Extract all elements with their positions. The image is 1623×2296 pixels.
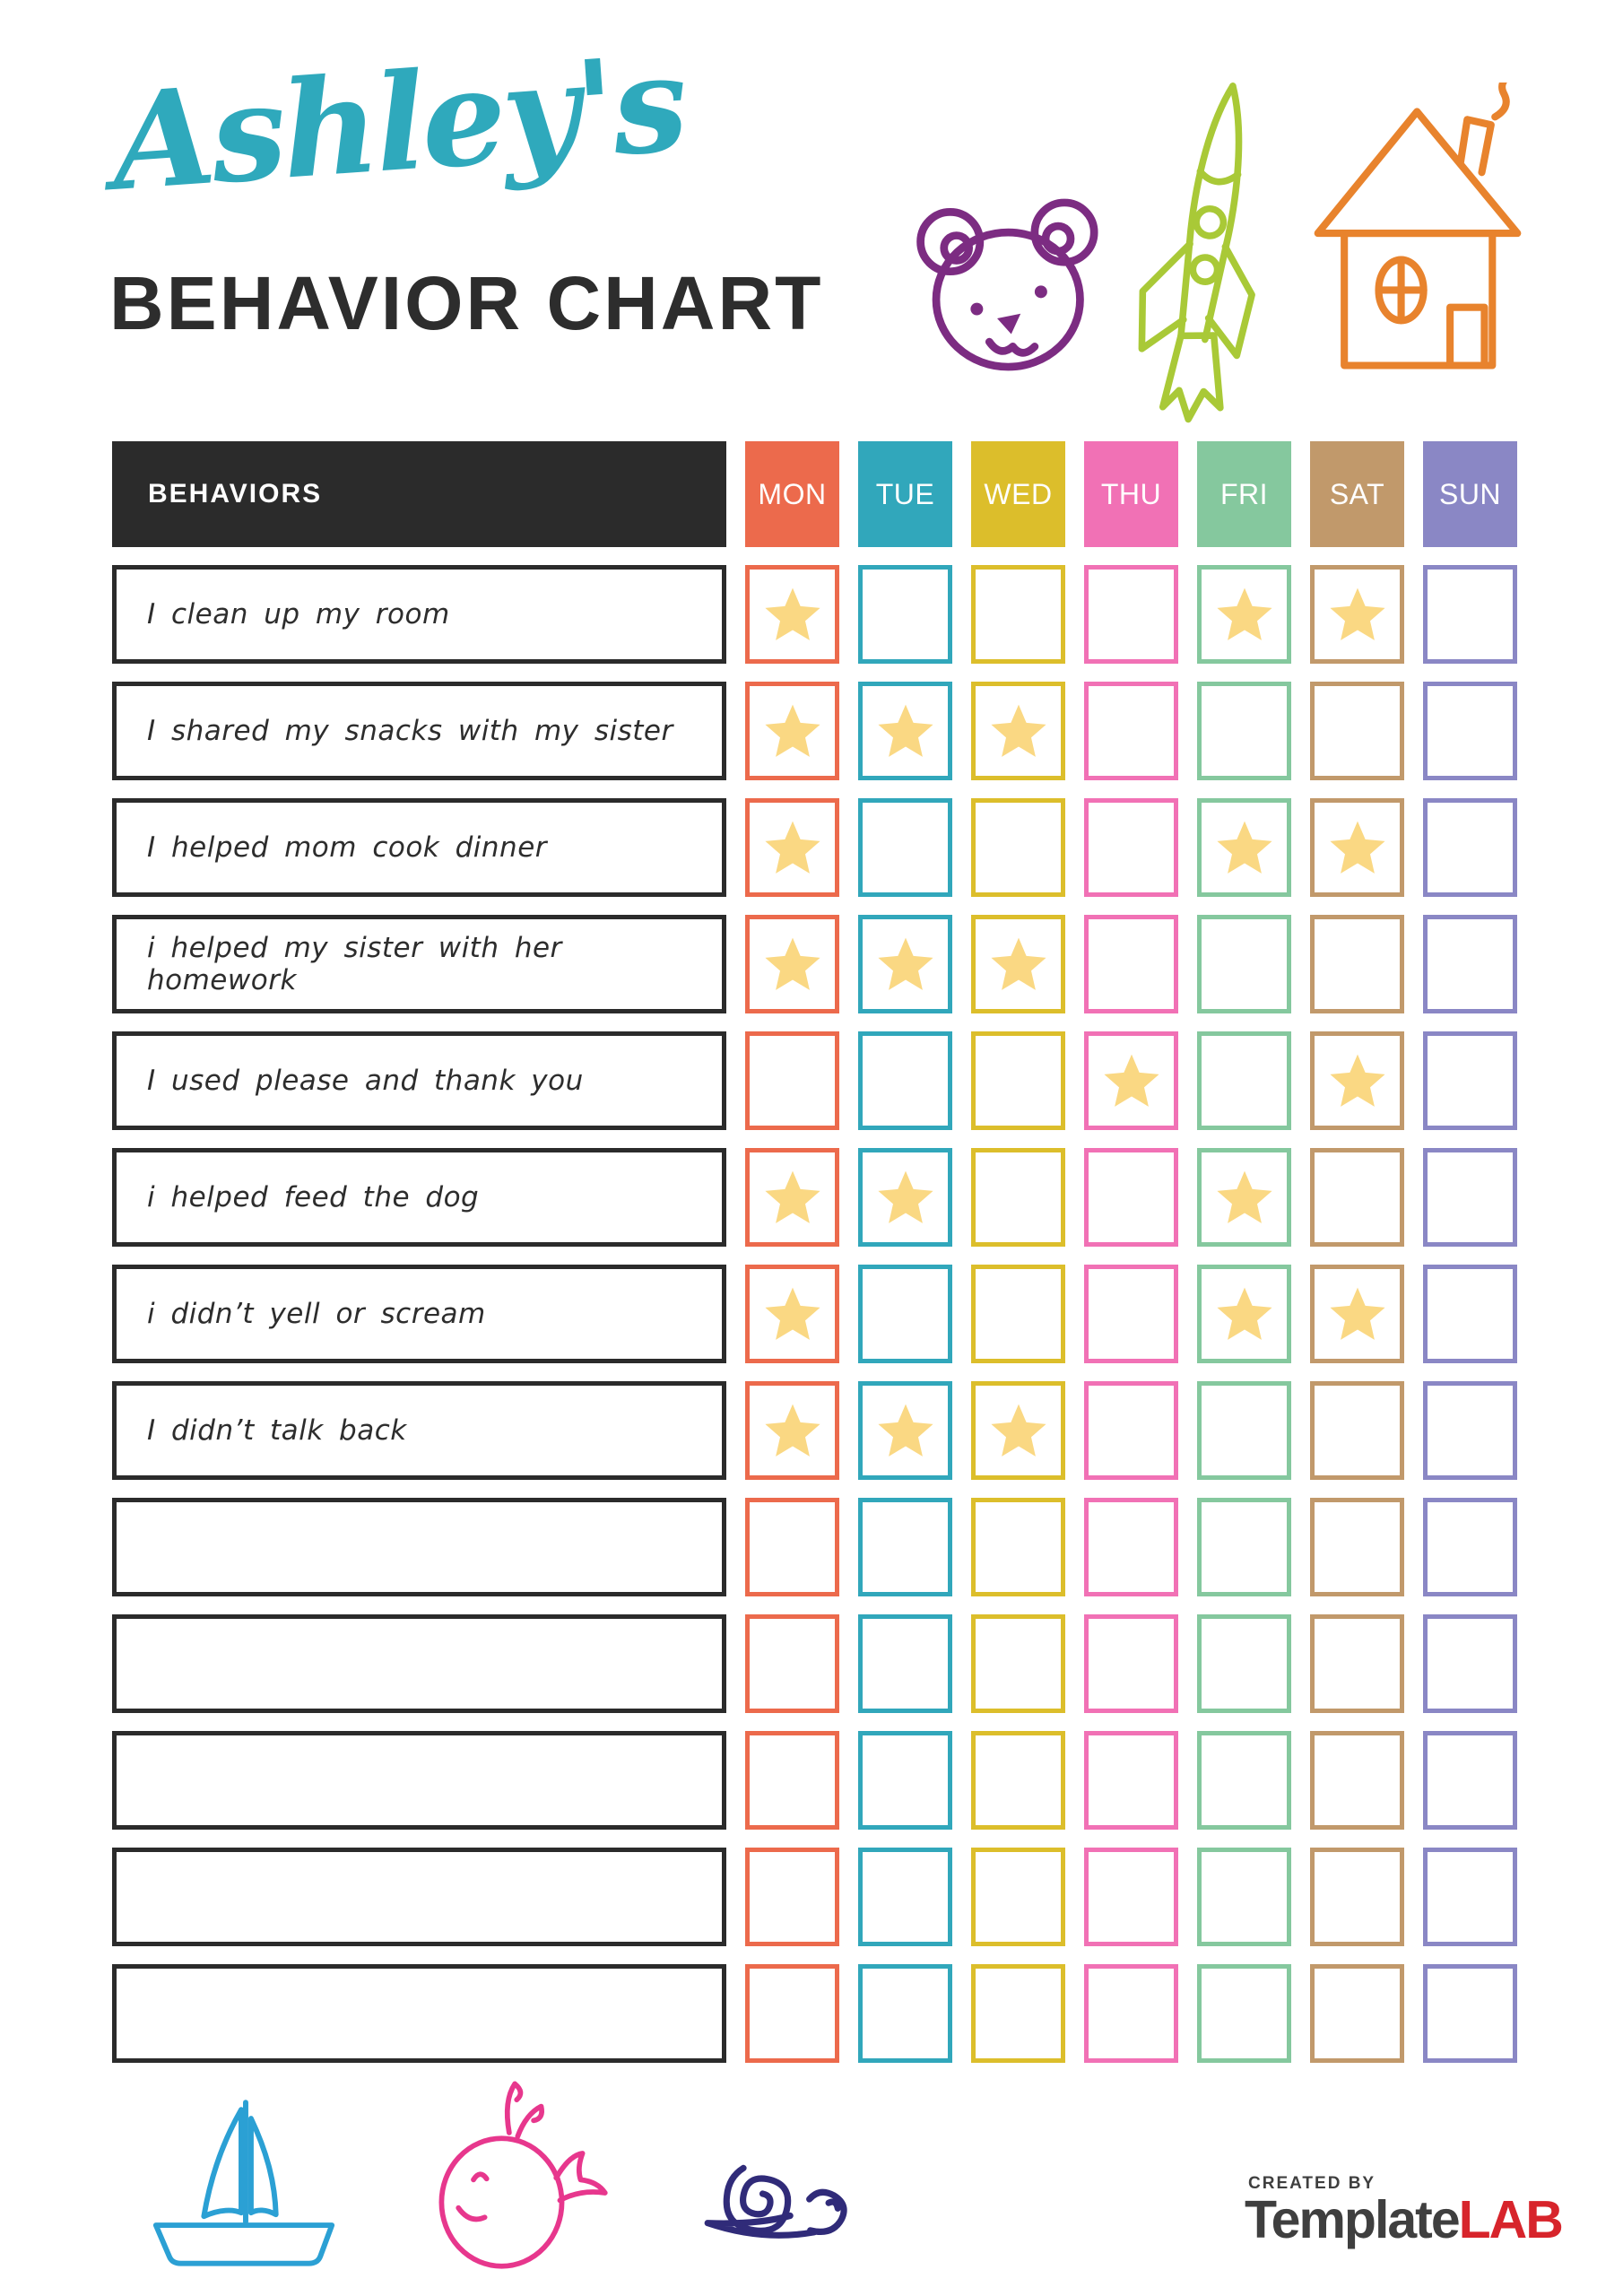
cell-row5-sun[interactable]: [1423, 1031, 1517, 1130]
star-icon: [761, 1166, 824, 1229]
cell-row11-sat[interactable]: [1310, 1731, 1404, 1830]
cell-row7-sun[interactable]: [1423, 1265, 1517, 1363]
cell-row6-thu[interactable]: [1084, 1148, 1178, 1247]
cell-row4-wed[interactable]: [971, 915, 1065, 1013]
created-by-label: CREATED BY: [1248, 2174, 1376, 2193]
cell-row2-sun[interactable]: [1423, 682, 1517, 780]
cell-row5-sat[interactable]: [1310, 1031, 1404, 1130]
day-header-sun: SUN: [1423, 441, 1517, 547]
star-icon: [874, 1166, 937, 1229]
cell-row5-fri[interactable]: [1197, 1031, 1291, 1130]
cell-row3-sat[interactable]: [1310, 798, 1404, 897]
brand-wordmark: [1245, 2190, 1562, 2249]
cell-row8-thu[interactable]: [1084, 1381, 1178, 1480]
cell-row2-tue[interactable]: [858, 682, 952, 780]
cell-row10-sat[interactable]: [1310, 1614, 1404, 1713]
cell-row1-sun[interactable]: [1423, 565, 1517, 664]
cell-row8-fri[interactable]: [1197, 1381, 1291, 1480]
cell-row4-mon[interactable]: [745, 915, 839, 1013]
behavior-label-row-9[interactable]: [112, 1498, 726, 1596]
cell-row6-wed[interactable]: [971, 1148, 1065, 1247]
behavior-label-row-3: I helped mom cook dinner: [112, 798, 726, 897]
sailboat-icon: [142, 2074, 346, 2287]
day-header-wed: WED: [971, 441, 1065, 547]
star-icon: [761, 933, 824, 996]
star-icon: [761, 700, 824, 762]
behavior-label-row-10[interactable]: [112, 1614, 726, 1713]
behavior-label-row-13[interactable]: [112, 1964, 726, 2063]
star-icon: [1326, 816, 1389, 879]
cell-row9-mon[interactable]: [745, 1498, 839, 1596]
cell-row8-mon[interactable]: [745, 1381, 839, 1480]
cell-row5-thu[interactable]: [1084, 1031, 1178, 1130]
cell-row7-mon[interactable]: [745, 1265, 839, 1363]
cell-row9-sun[interactable]: [1423, 1498, 1517, 1596]
star-icon: [987, 700, 1050, 762]
rocket-icon: [1115, 74, 1305, 439]
cell-row10-sun[interactable]: [1423, 1614, 1517, 1713]
cell-row6-tue[interactable]: [858, 1148, 952, 1247]
behavior-label-row-6: i helped feed the dog: [112, 1148, 726, 1247]
cell-row12-tue[interactable]: [858, 1848, 952, 1946]
star-icon: [1326, 583, 1389, 646]
cell-row13-sat[interactable]: [1310, 1964, 1404, 2063]
cell-row7-tue[interactable]: [858, 1265, 952, 1363]
cell-row11-sun[interactable]: [1423, 1731, 1517, 1830]
behavior-label-row-8: I didn’t talk back: [112, 1381, 726, 1480]
cell-row4-sun[interactable]: [1423, 915, 1517, 1013]
day-header-mon: MON: [745, 441, 839, 547]
cell-row1-tue[interactable]: [858, 565, 952, 664]
cell-row8-wed[interactable]: [971, 1381, 1065, 1480]
whale-icon: [396, 2056, 628, 2291]
snail-icon: [656, 2124, 867, 2266]
cell-row5-tue[interactable]: [858, 1031, 952, 1130]
cell-row7-thu[interactable]: [1084, 1265, 1178, 1363]
star-icon: [1100, 1049, 1163, 1112]
cell-row2-thu[interactable]: [1084, 682, 1178, 780]
behaviors-header: BEHAVIORS: [112, 441, 726, 547]
star-icon: [1326, 1283, 1389, 1345]
child-name-title: Ashley's: [106, 24, 690, 221]
cell-row9-wed[interactable]: [971, 1498, 1065, 1596]
cell-row4-thu[interactable]: [1084, 915, 1178, 1013]
cell-row12-thu[interactable]: [1084, 1848, 1178, 1946]
day-header-fri: FRI: [1197, 441, 1291, 547]
brand-template: Template: [1245, 2190, 1459, 2249]
cell-row4-fri[interactable]: [1197, 915, 1291, 1013]
cell-row11-fri[interactable]: [1197, 1731, 1291, 1830]
cell-row13-thu[interactable]: [1084, 1964, 1178, 2063]
cell-row2-mon[interactable]: [745, 682, 839, 780]
cell-row7-sat[interactable]: [1310, 1265, 1404, 1363]
page-title: BEHAVIOR CHART: [109, 261, 824, 345]
behavior-label-row-2: I shared my snacks with my sister: [112, 682, 726, 780]
behavior-label-row-7: i didn’t yell or scream: [112, 1265, 726, 1363]
star-icon: [1326, 1049, 1389, 1112]
cell-row2-wed[interactable]: [971, 682, 1065, 780]
cell-row3-mon[interactable]: [745, 798, 839, 897]
cell-row3-fri[interactable]: [1197, 798, 1291, 897]
cell-row2-sat[interactable]: [1310, 682, 1404, 780]
behavior-label-row-5: I used please and thank you: [112, 1031, 726, 1130]
day-header-sat: SAT: [1310, 441, 1404, 547]
star-icon: [761, 1399, 824, 1462]
bear-icon: [907, 190, 1112, 386]
star-icon: [1213, 583, 1276, 646]
star-icon: [1213, 1283, 1276, 1345]
cell-row3-wed[interactable]: [971, 798, 1065, 897]
house-icon: [1302, 83, 1533, 392]
cell-row11-thu[interactable]: [1084, 1731, 1178, 1830]
cell-row12-sat[interactable]: [1310, 1848, 1404, 1946]
cell-row13-tue[interactable]: [858, 1964, 952, 2063]
cell-row10-tue[interactable]: [858, 1614, 952, 1713]
star-icon: [874, 933, 937, 996]
cell-row3-sun[interactable]: [1423, 798, 1517, 897]
star-icon: [874, 700, 937, 762]
cell-row13-fri[interactable]: [1197, 1964, 1291, 2063]
cell-row6-sun[interactable]: [1423, 1148, 1517, 1247]
star-icon: [1213, 816, 1276, 879]
cell-row9-thu[interactable]: [1084, 1498, 1178, 1596]
cell-row12-sun[interactable]: [1423, 1848, 1517, 1946]
cell-row7-wed[interactable]: [971, 1265, 1065, 1363]
cell-row10-fri[interactable]: [1197, 1614, 1291, 1713]
cell-row11-tue[interactable]: [858, 1731, 952, 1830]
cell-row5-mon[interactable]: [745, 1031, 839, 1130]
cell-row3-tue[interactable]: [858, 798, 952, 897]
cell-row13-sun[interactable]: [1423, 1964, 1517, 2063]
cell-row1-mon[interactable]: [745, 565, 839, 664]
behavior-label-row-1: I clean up my room: [112, 565, 726, 664]
day-header-tue: TUE: [858, 441, 952, 547]
brand-lab: LAB: [1458, 2190, 1562, 2249]
behavior-label-row-4: i helped my sister with her homework: [112, 915, 726, 1013]
cell-row2-fri[interactable]: [1197, 682, 1291, 780]
cell-row10-thu[interactable]: [1084, 1614, 1178, 1713]
cell-row4-sat[interactable]: [1310, 915, 1404, 1013]
cell-row8-sun[interactable]: [1423, 1381, 1517, 1480]
cell-row6-mon[interactable]: [745, 1148, 839, 1247]
behavior-chart-table: [112, 441, 1517, 2063]
star-icon: [1213, 1166, 1276, 1229]
cell-row1-fri[interactable]: [1197, 565, 1291, 664]
cell-row13-wed[interactable]: [971, 1964, 1065, 2063]
cell-row9-fri[interactable]: [1197, 1498, 1291, 1596]
star-icon: [761, 583, 824, 646]
cell-row11-wed[interactable]: [971, 1731, 1065, 1830]
cell-row7-fri[interactable]: [1197, 1265, 1291, 1363]
cell-row12-fri[interactable]: [1197, 1848, 1291, 1946]
cell-row4-tue[interactable]: [858, 915, 952, 1013]
cell-row5-wed[interactable]: [971, 1031, 1065, 1130]
cell-row8-sat[interactable]: [1310, 1381, 1404, 1480]
star-icon: [761, 816, 824, 879]
star-icon: [761, 1283, 824, 1345]
star-icon: [987, 1399, 1050, 1462]
cell-row1-sat[interactable]: [1310, 565, 1404, 664]
behavior-label-row-11[interactable]: [112, 1731, 726, 1830]
behavior-label-row-12[interactable]: [112, 1848, 726, 1946]
cell-row6-fri[interactable]: [1197, 1148, 1291, 1247]
cell-row9-tue[interactable]: [858, 1498, 952, 1596]
cell-row9-sat[interactable]: [1310, 1498, 1404, 1596]
cell-row10-wed[interactable]: [971, 1614, 1065, 1713]
templatelab-logo: [1245, 2174, 1562, 2247]
cell-row3-thu[interactable]: [1084, 798, 1178, 897]
cell-row1-thu[interactable]: [1084, 565, 1178, 664]
cell-row6-sat[interactable]: [1310, 1148, 1404, 1247]
cell-row12-mon[interactable]: [745, 1848, 839, 1946]
star-icon: [874, 1399, 937, 1462]
star-icon: [987, 933, 1050, 996]
cell-row1-wed[interactable]: [971, 565, 1065, 664]
cell-row12-wed[interactable]: [971, 1848, 1065, 1946]
cell-row13-mon[interactable]: [745, 1964, 839, 2063]
cell-row8-tue[interactable]: [858, 1381, 952, 1480]
day-header-thu: THU: [1084, 441, 1178, 547]
cell-row10-mon[interactable]: [745, 1614, 839, 1713]
cell-row11-mon[interactable]: [745, 1731, 839, 1830]
